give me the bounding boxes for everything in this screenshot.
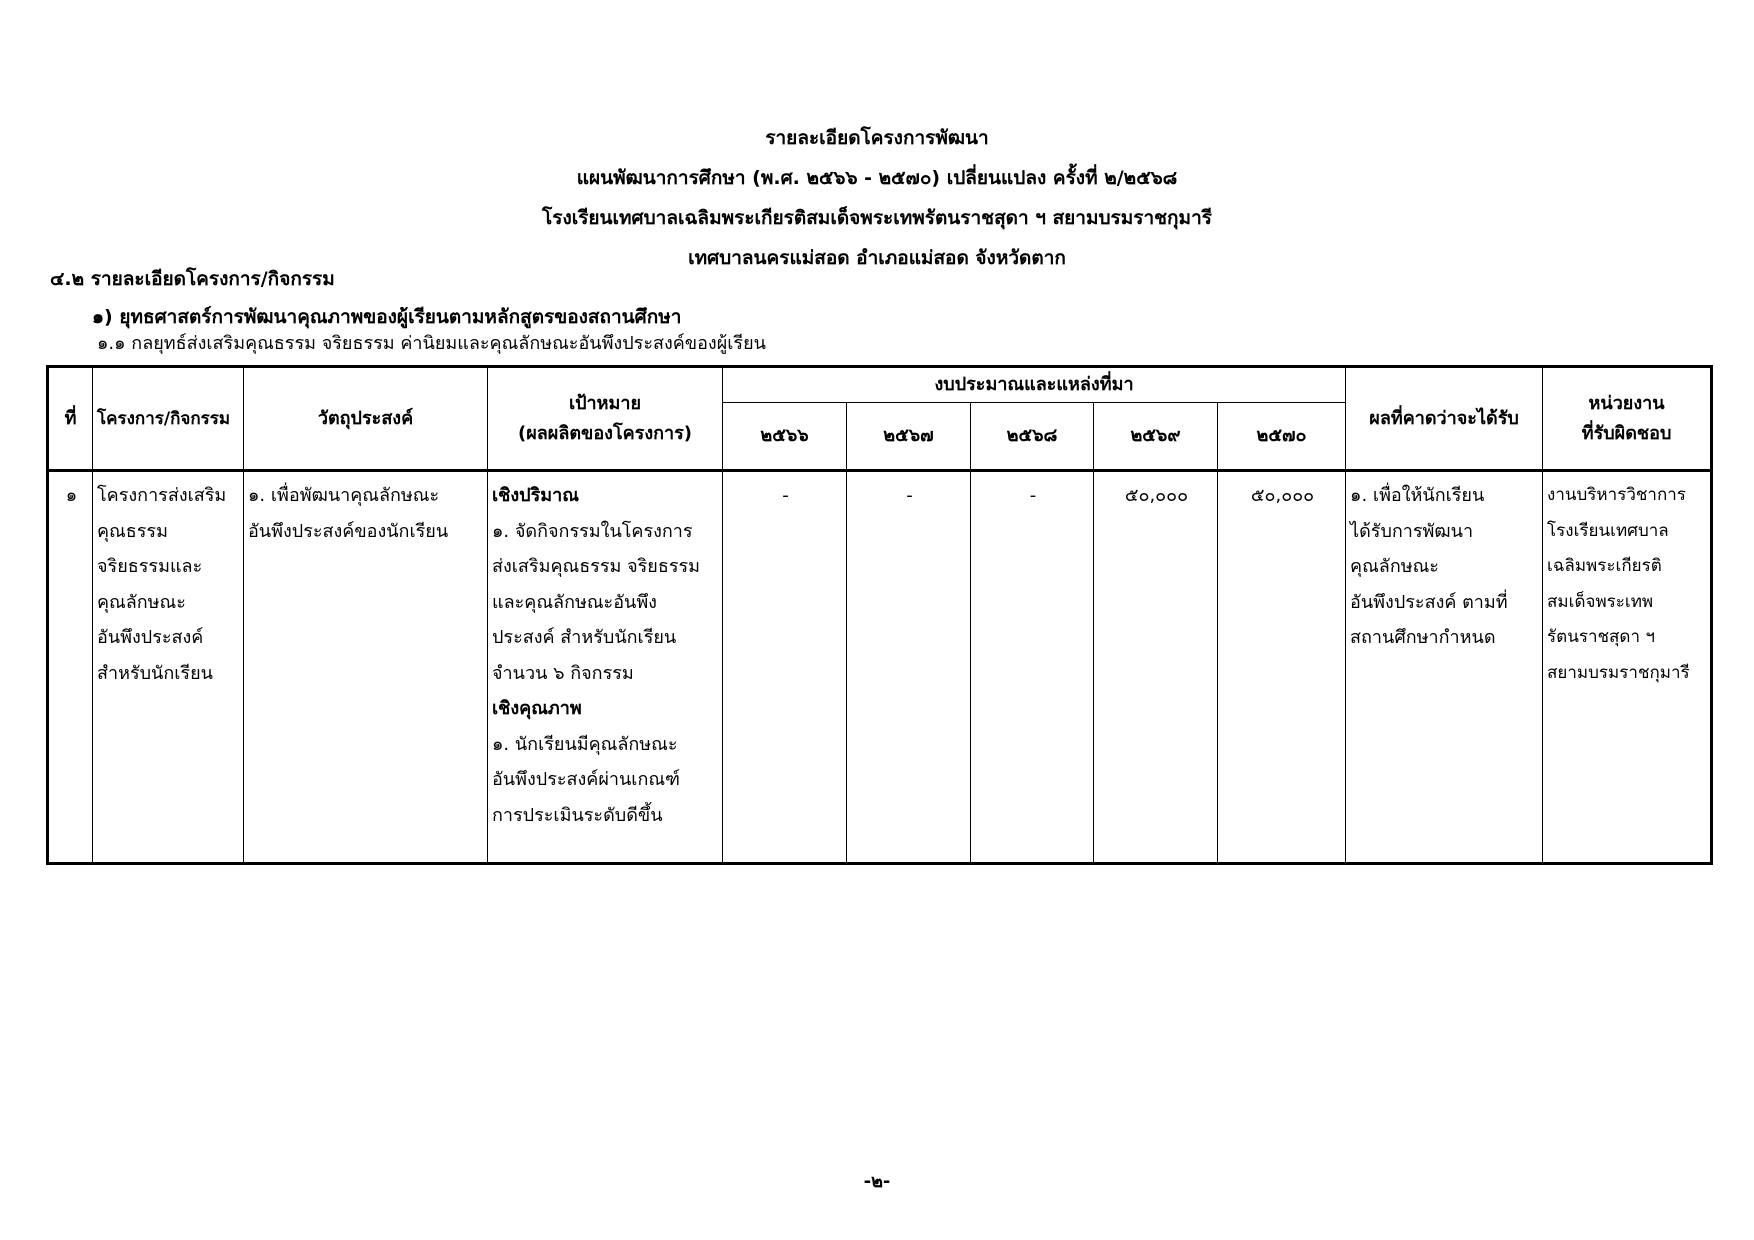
header-unit-line1: หน่วยงาน xyxy=(1588,392,1665,414)
budget-2567: - xyxy=(847,471,971,864)
header-year-2569: ๒๕๖๙ xyxy=(1094,403,1218,471)
title-line-2: แผนพัฒนาการศึกษา (พ.ศ. ๒๕๖๖ - ๒๕๗๐) เปลี่ยนแปลง ครั้งที่ ๒/๒๕๖๘ xyxy=(576,167,1178,189)
unit-line: โรงเรียนเทศบาล xyxy=(1547,520,1669,541)
title-line-1: รายละเอียดโครงการพัฒนา xyxy=(765,127,989,149)
strategy-heading: ๑) ยุทธศาสตร์การพัฒนาคุณภาพของผู้เรียนตามหลักสูตรของสถานศึกษา xyxy=(92,306,682,328)
project-line: จริยธรรมและ xyxy=(97,556,203,577)
project-line: อันพึงประสงค์ xyxy=(97,627,204,648)
header-year-2570: ๒๕๗๐ xyxy=(1218,403,1346,471)
project-line: สำหรับนักเรียน xyxy=(97,662,213,684)
target-line: ส่งเสริมคุณธรรม จริยธรรม xyxy=(492,556,701,577)
target-line: และคุณลักษณะอันพึง xyxy=(492,591,657,613)
header-project: โครงการ/กิจกรรม xyxy=(93,367,244,471)
budget-2568: - xyxy=(971,471,1094,864)
document-title xyxy=(0,118,1754,278)
header-target-line2: (ผลผลิตของโครงการ) xyxy=(517,422,693,444)
row-project xyxy=(93,471,244,864)
unit-line: เฉลิมพระเกียรติ xyxy=(1547,556,1662,576)
expected-line: ๑. เพื่อให้นักเรียน xyxy=(1350,485,1485,506)
project-table xyxy=(46,365,1713,865)
header-unit-line2: ที่รับผิดชอบ xyxy=(1581,422,1672,444)
header-objective: วัตถุประสงค์ xyxy=(244,367,488,471)
target-line: จำนวน ๖ กิจกรรม xyxy=(492,662,634,684)
header-year-2568: ๒๕๖๘ xyxy=(971,403,1094,471)
budget-2569: ๕๐,๐๐๐ xyxy=(1094,471,1218,864)
objective-line: ๑. เพื่อพัฒนาคุณลักษณะ xyxy=(248,485,440,506)
target-line: ประสงค์ สำหรับนักเรียน xyxy=(492,627,677,648)
row-no: ๑ xyxy=(48,471,93,864)
row-target xyxy=(488,471,723,864)
header-year-2567: ๒๕๖๗ xyxy=(847,403,971,471)
objective-line: อันพึงประสงค์ของนักเรียน xyxy=(248,520,449,542)
section-heading: ๔.๒ รายละเอียดโครงการ/กิจกรรม xyxy=(50,268,335,290)
sub-strategy-heading: ๑.๑ กลยุทธ์ส่งเสริมคุณธรรม จริยธรรม ค่านิยมและคุณลักษณะอันพึงประสงค์ของผู้เรียน xyxy=(97,333,766,354)
unit-line: รัตนราชสุดา ฯ xyxy=(1547,627,1655,647)
target-quality-heading: เชิงคุณภาพ xyxy=(492,698,582,719)
budget-2566: - xyxy=(723,471,847,864)
target-line: ๑. จัดกิจกรรมในโครงการ xyxy=(492,520,693,542)
header-target-line1: เป้าหมาย xyxy=(568,392,642,414)
row-expected xyxy=(1346,471,1543,864)
expected-line: ได้รับการพัฒนา xyxy=(1350,520,1474,542)
header-no: ที่ xyxy=(48,367,93,471)
row-objective xyxy=(244,471,488,864)
project-line: โครงการส่งเสริม xyxy=(97,485,227,506)
header-expected: ผลที่คาดว่าจะได้รับ xyxy=(1346,367,1543,471)
expected-line: สถานศึกษากำหนด xyxy=(1350,627,1496,648)
expected-line: อันพึงประสงค์ ตามที่ xyxy=(1350,591,1508,613)
project-line: คุณธรรม xyxy=(97,520,168,542)
target-line: การประเมินระดับดีขึ้น xyxy=(492,804,663,826)
header-year-2566: ๒๕๖๖ xyxy=(723,403,847,471)
title-line-3: โรงเรียนเทศบาลเฉลิมพระเกียรติสมเด็จพระเทพรัตนราชสุดา ฯ สยามบรมราชกุมารี xyxy=(542,207,1212,229)
target-line: อันพึงประสงค์ผ่านเกณฑ์ xyxy=(492,769,680,790)
header-target xyxy=(488,367,723,471)
row-unit xyxy=(1543,471,1712,864)
header-budget-group: งบประมาณและแหล่งที่มา xyxy=(723,367,1346,403)
budget-2570: ๕๐,๐๐๐ xyxy=(1218,471,1346,864)
project-line: คุณลักษณะ xyxy=(97,591,186,613)
unit-line: สมเด็จพระเทพ xyxy=(1547,591,1654,612)
expected-line: คุณลักษณะ xyxy=(1350,556,1439,577)
title-line-4: เทศบาลนครแม่สอด อำเภอแม่สอด จังหวัดตาก xyxy=(688,247,1066,269)
header-unit xyxy=(1543,367,1712,471)
table-row xyxy=(48,471,1712,864)
target-line: ๑. นักเรียนมีคุณลักษณะ xyxy=(492,733,678,755)
page-number: -๒- xyxy=(863,1171,891,1192)
unit-line: สยามบรมราชกุมารี xyxy=(1547,662,1690,683)
unit-line: งานบริหารวิชาการ xyxy=(1547,485,1686,505)
target-quantity-heading: เชิงปริมาณ xyxy=(492,485,579,506)
